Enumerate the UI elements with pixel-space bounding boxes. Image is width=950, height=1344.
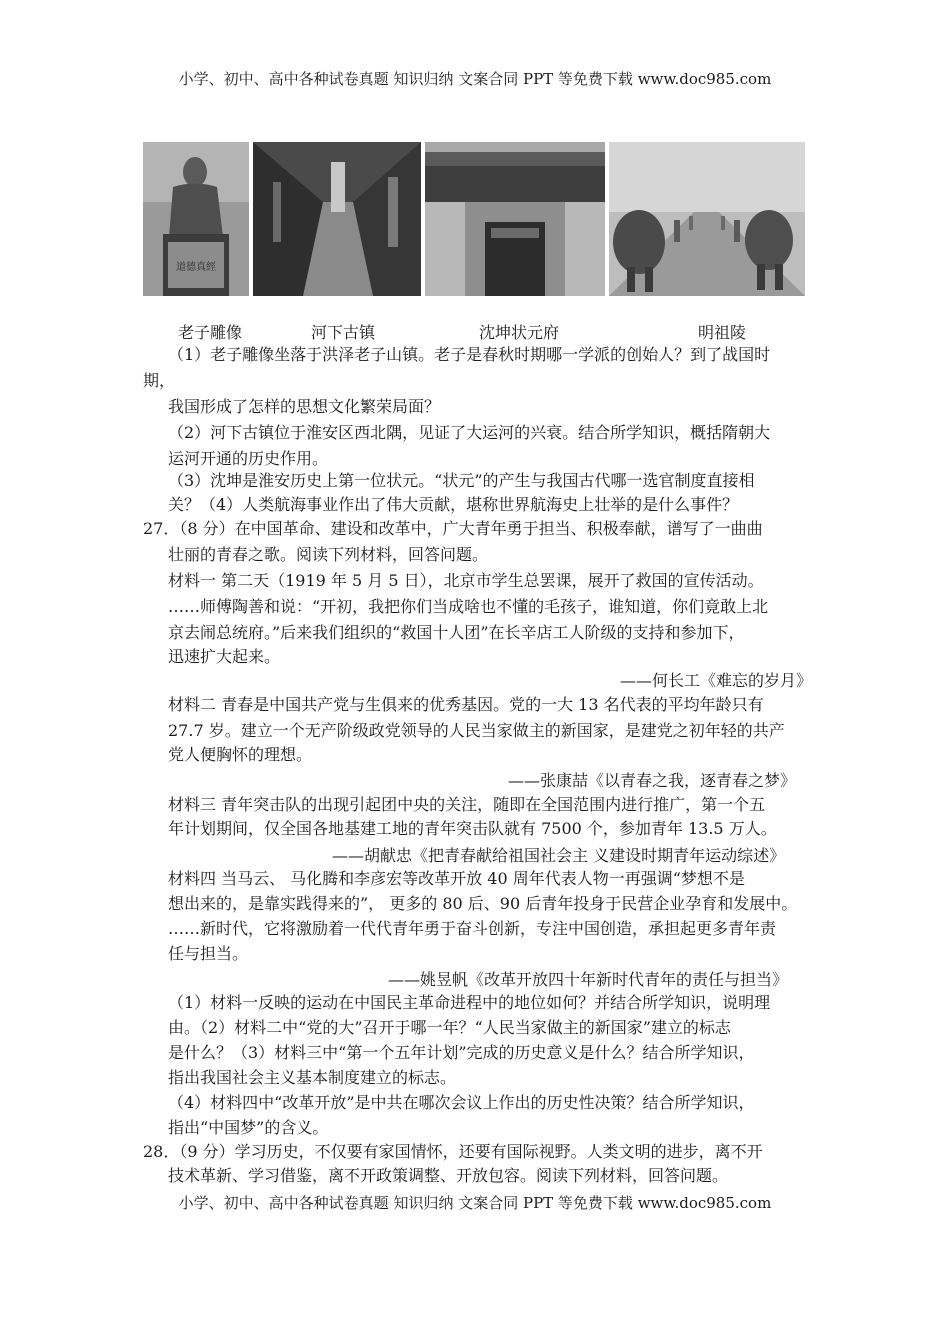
page-footer: 小学、初中、高中各种试卷真题 知识归纳 文案合同 PPT 等免费下载 www.doc985.com	[178, 1194, 772, 1212]
laozi-statue-photo	[143, 142, 249, 296]
caption-laozi: 老子雕像	[178, 323, 243, 342]
caption-shenkun: 沈坤状元府	[479, 323, 560, 342]
ming-ancestral-tomb-photo	[609, 142, 805, 296]
text-line: （2）河下古镇位于淮安区西北隅，见证了大运河的兴衰。结合所学知识，概括隋朝大	[168, 423, 771, 442]
text-line: ……师傅陶善和说：“开初，我把你们当成啥也不懂的毛孩子，谁知道，你们竟敢上北	[168, 597, 769, 616]
text-line: 期，	[143, 371, 176, 390]
text-line: 由。（2）材料二中“党的大”召开于哪一年？“人民当家做主的新国家”建立的标志	[168, 1018, 731, 1037]
text-line: 运河开通的历史作用。	[168, 449, 329, 468]
text-line: 党人便胸怀的理想。	[168, 745, 313, 764]
text-line: 壮丽的青春之歌。阅读下列材料，回答问题。	[168, 545, 489, 564]
photo-strip	[143, 142, 813, 296]
source-1: ——何长工《难忘的岁月》	[620, 671, 813, 690]
question-28-stem: 28．（9 分）学习历史，不仅要有家国情怀，还要有国际视野。人类文明的进步，离不开	[143, 1142, 763, 1161]
source-2: ——张康喆《以青春之我，逐青春之梦》	[508, 771, 797, 790]
text-line: 想出来的，是靠实践得来的”， 更多的 80 后、90 后青年投身于民营企业孕育和发展中。	[168, 894, 798, 913]
material-4: 材料四 当马云、 马化腾和李彦宏等改革开放 40 周年代表人物一再强调“梦想不是	[168, 869, 745, 888]
text-line: 京去闹总统府。”后来我们组织的“救国十人团”在长辛店工人阶级的支持和参加下，	[168, 623, 745, 642]
stone-inscription: 道德真經	[176, 262, 216, 273]
text-line: 是什么？（3）材料三中“第一个五年计划”完成的历史意义是什么？结合所学知识，	[168, 1043, 755, 1062]
text-line: 技术革新、学习借鉴，离不开政策调整、开放包容。阅读下列材料，回答问题。	[168, 1166, 729, 1185]
text-line: 指出“中国梦”的含义。	[168, 1118, 329, 1137]
question-27-sub: （1）材料一反映的运动在中国民主革命进程中的地位如何？并结合所学知识，说明理	[168, 993, 771, 1012]
text-line: 27.7 岁。建立一个无产阶级政党领导的人民当家做主的新国家，是建党之初年轻的共产	[168, 721, 785, 740]
caption-mingzuling: 明祖陵	[698, 323, 747, 342]
source-4: ——姚昱帆《改革开放四十年新时代青年的责任与担当》	[388, 970, 789, 989]
text-line: 我国形成了怎样的思想文化繁荣局面？	[168, 397, 441, 416]
text-line: 指出我国社会主义基本制度建立的标志。	[168, 1068, 457, 1087]
caption-hexia: 河下古镇	[311, 323, 376, 342]
material-1: 材料一 第二天（1919 年 5 月 5 日），北京市学生总罢课，展开了救国的宣传活动。	[168, 571, 764, 590]
material-2: 材料二 青春是中国共产党与生俱来的优秀基因。党的一大 13 名代表的平均年龄只有	[168, 695, 764, 714]
material-3: 材料三 青年突击队的出现引起团中央的关注，随即在全国范围内进行推广，第一个五	[168, 795, 766, 814]
text-line: （3）沈坤是淮安历史上第一位状元。“状元”的产生与我国古代哪一选官制度直接相	[168, 471, 755, 490]
shenkun-mansion-photo	[425, 142, 605, 296]
text-line: 年计划期间，仅全国各地基建工地的青年突击队就有 7500 个，参加青年 13.5 万人。	[168, 819, 777, 838]
text-line: 关？（4）人类航海事业作出了伟大贡献，堪称世界航海史上壮举的是什么事件？	[168, 495, 739, 514]
page-header: 小学、初中、高中各种试卷真题 知识归纳 文案合同 PPT 等免费下载 www.doc985.com	[178, 70, 772, 88]
text-line: 迅速扩大起来。	[168, 647, 281, 666]
hexia-ancient-town-photo	[253, 142, 421, 296]
text-line: 任与担当。	[168, 944, 249, 963]
text-line: （4）材料四中“改革开放”是中共在哪次会议上作出的历史性决策？结合所学知识，	[168, 1093, 755, 1112]
question-27-stem: 27．（8 分）在中国革命、建设和改革中，广大青年勇于担当、积极奉献，谱写了一曲曲	[143, 519, 763, 538]
text-line: （1）老子雕像坐落于洪泽老子山镇。老子是春秋时期哪一学派的创始人？到了战国时	[168, 345, 771, 364]
source-3: ——胡献忠《把青春献给祖国社会主 义建设时期青年运动综述》	[332, 846, 786, 865]
text-line: ……新时代，它将激励着一代代青年勇于奋斗创新，专注中国创造，承担起更多青年责	[168, 919, 777, 938]
